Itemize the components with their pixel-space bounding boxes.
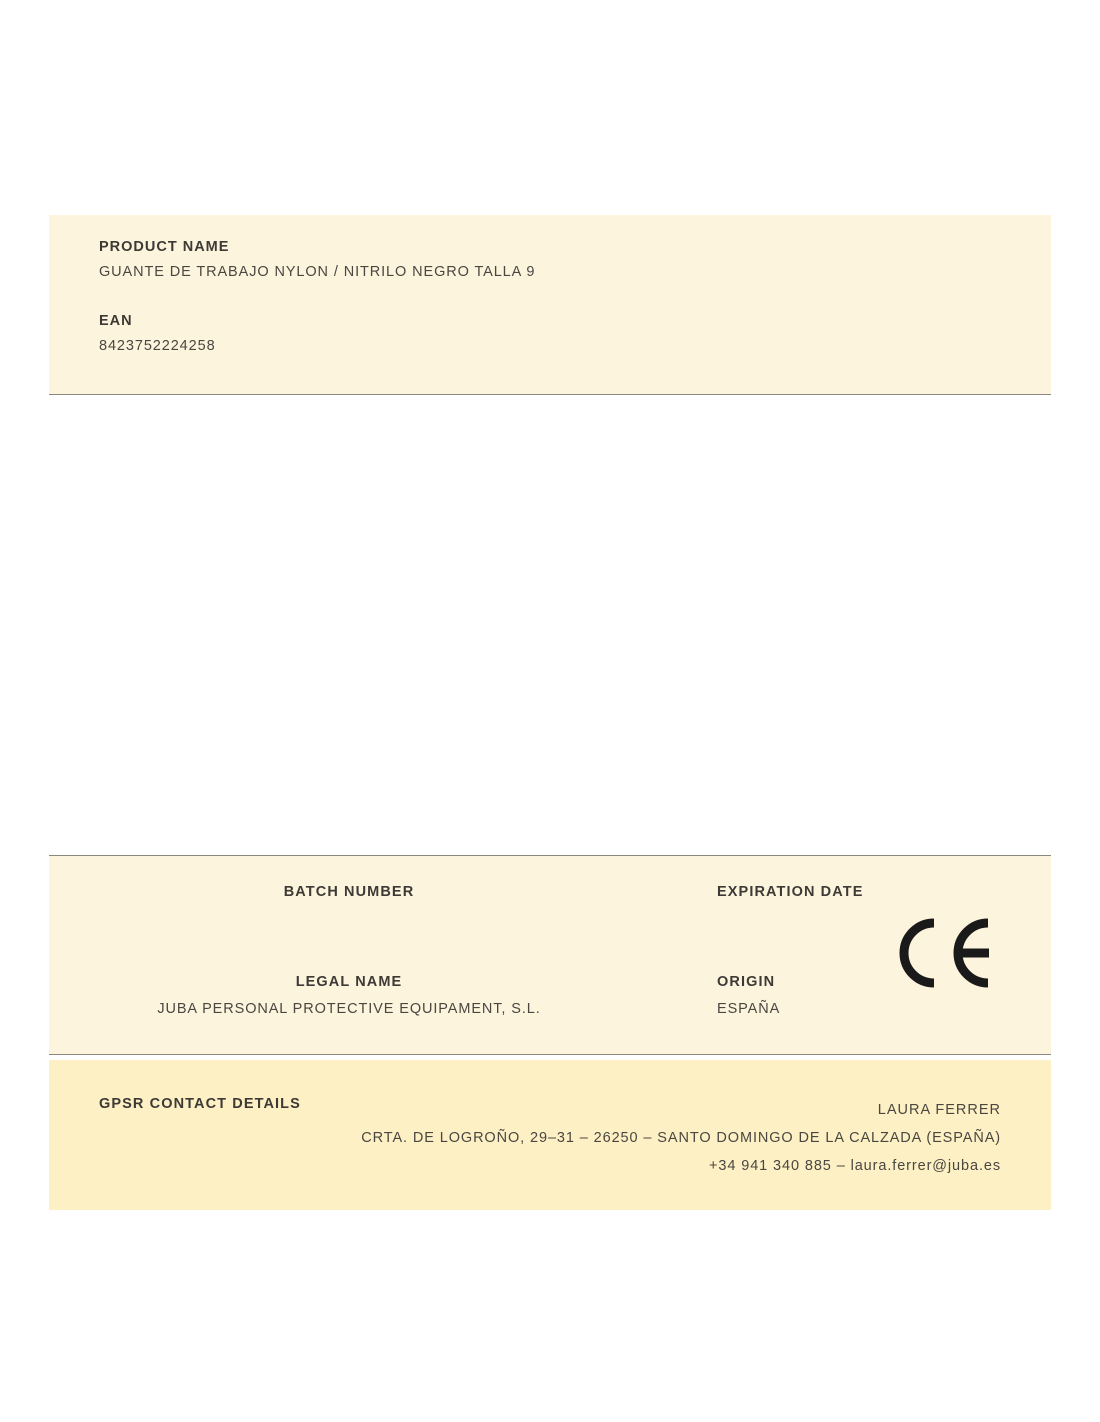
product-name-label: PRODUCT NAME — [99, 239, 230, 255]
batch-number-group — [49, 884, 649, 911]
gpsr-contact-name: LAURA FERRER — [877, 1102, 1001, 1118]
blank-spacer — [49, 395, 1051, 855]
legal-name-value: JUBA PERSONAL PROTECTIVE EQUIPAMENT, S.L. — [157, 1001, 541, 1017]
expiration-date-group — [649, 884, 949, 911]
batch-number-label: BATCH NUMBER — [283, 884, 415, 900]
product-info-panel — [49, 215, 1051, 395]
legal-name-label: LEGAL NAME — [295, 974, 403, 990]
origin-label: ORIGIN — [717, 974, 776, 990]
origin-value: ESPAÑA — [717, 1001, 781, 1017]
expiration-date-label: EXPIRATION DATE — [717, 884, 864, 900]
gpsr-contact-label: GPSR CONTACT DETAILS — [99, 1096, 301, 1112]
ce-marking-icon — [887, 914, 997, 992]
ean-label: EAN — [99, 313, 133, 329]
product-details-panel — [49, 855, 1051, 1055]
gpsr-contact-lines — [361, 1096, 1001, 1180]
gpsr-address: CRTA. DE LOGROÑO, 29–31 – 26250 – SANTO DOMINGO DE LA CALZADA (ESPAÑA) — [361, 1130, 1001, 1146]
gpsr-phone-email: +34 941 340 885 – laura.ferrer@juba.es — [709, 1158, 1001, 1174]
legal-name-group — [49, 974, 649, 1017]
ean-value: 8423752224258 — [99, 338, 216, 354]
product-name-value: GUANTE DE TRABAJO NYLON / NITRILO NEGRO TALLA 9 — [99, 264, 536, 280]
gpsr-contact-panel — [49, 1060, 1051, 1210]
